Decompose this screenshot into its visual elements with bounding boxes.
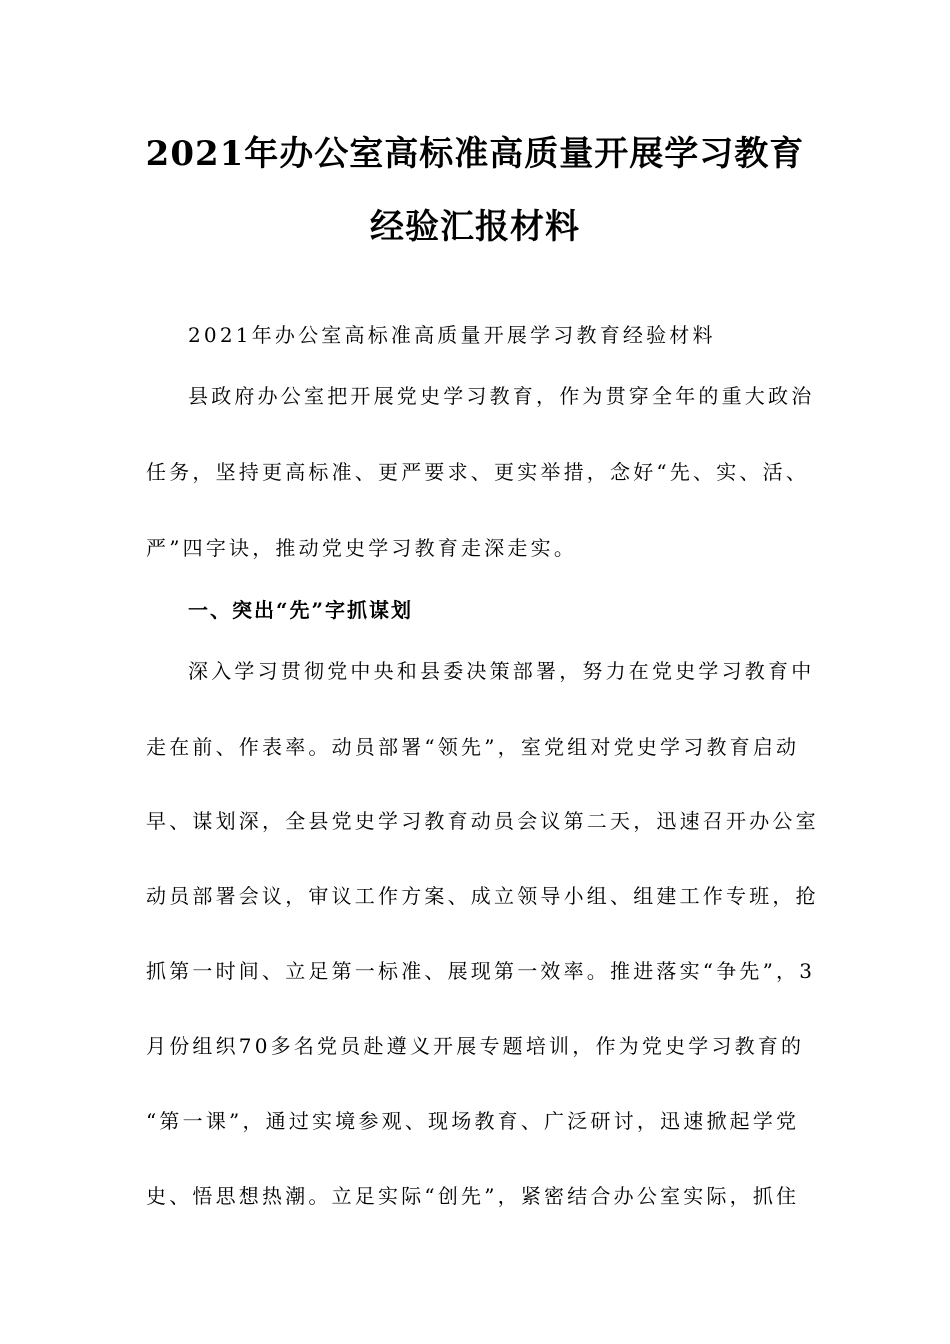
section-1-heading: 一、突出“先”字抓谋划 (188, 598, 414, 622)
section-1-line-4: 动员部署会议，审议工作方案、成立领导小组、组建工作专班，抢 (146, 884, 819, 908)
section-1-line-2: 走在前、作表率。动员部署“领先”，室党组对党史学习教育启动 (146, 735, 800, 759)
intro-line-2: 任务，坚持更高标准、更严要求、更实举措，念好“先、实、活、 (146, 460, 810, 484)
section-1-line-7: “第一课”，通过实境参观、现场教育、广泛研讨，迅速掀起学党 (146, 1109, 800, 1133)
section-1-line-5: 抓第一时间、立足第一标准、展现第一效率。推进落实“争先”，3 (146, 959, 816, 983)
section-1-line-6: 月份组织70多名党员赴遵义开展专题培训，作为党史学习教育的 (146, 1034, 805, 1058)
intro-line-3: 严”四字诀，推动党史学习教育走深走实。 (146, 536, 578, 560)
document-title-line-2: 经验汇报材料 (370, 207, 580, 247)
section-1-line-3: 早、谋划深，全县党史学习教育动员会议第二天，迅速召开办公室 (146, 809, 819, 833)
section-1-line-8: 史、悟思想热潮。立足实际“创先”，紧密结合办公室实际，抓住 (146, 1184, 800, 1208)
section-1-line-1: 深入学习贯彻党中央和县委决策部署，努力在党史学习教育中 (188, 659, 815, 683)
document-title-line-1: 2021年办公室高标准高质量开展学习教育 (145, 134, 805, 174)
intro-line-1: 县政府办公室把开展党史学习教育，作为贯穿全年的重大政治 (188, 384, 815, 408)
document-subtitle: 2021年办公室高标准高质量开展学习教育经验材料 (188, 323, 716, 347)
